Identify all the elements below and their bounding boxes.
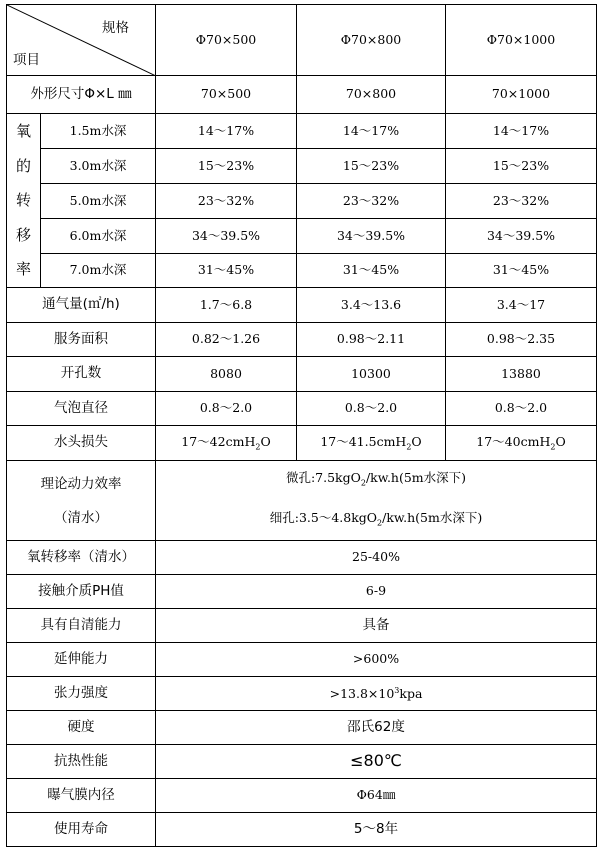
head-loss-label: 水头损失 (7, 426, 156, 461)
head-loss-num: 17～41.5cmH (320, 433, 407, 449)
oxygen-value: 23～32% (446, 184, 597, 219)
size-value-2: 70×800 (297, 76, 446, 114)
service-area-value-2: 0.98～2.11 (297, 323, 446, 357)
head-loss-num: 17～40cmH (476, 433, 551, 449)
oxygen-value: 34～39.5% (297, 219, 446, 254)
oxygen-value: 34～39.5% (446, 219, 597, 254)
self-clean-value: 具备 (156, 609, 597, 643)
elongation-value: >600% (156, 643, 597, 677)
efficiency-line1 (156, 461, 596, 501)
oxygen-value: 15～23% (156, 149, 297, 184)
size-value-1: 70×500 (156, 76, 297, 114)
depth-label: 6.0m水深 (41, 219, 156, 254)
service-area-value-3: 0.98～2.35 (446, 323, 597, 357)
efficiency-line1-sub: 2 (360, 478, 366, 488)
tensile-strength-value (156, 677, 597, 711)
oxygen-transfer-clean-label: 氧转移率（清水） (7, 541, 156, 575)
hole-count-value-3: 13880 (446, 357, 597, 392)
oxygen-value: 15～23% (297, 149, 446, 184)
ph-value: 6-9 (156, 575, 597, 609)
membrane-diameter-label: 曝气膜内径 (7, 779, 156, 813)
size-label: 外形尺寸Φ×L ㎜ (7, 76, 156, 114)
elongation-label: 延伸能力 (7, 643, 156, 677)
ph-label: 接触介质PH值 (7, 575, 156, 609)
heat-resistance-label: 抗热性能 (7, 745, 156, 779)
head-loss-value-2 (297, 426, 446, 461)
efficiency-line2-pre: 细孔:3.5～4.8kgO (269, 509, 378, 525)
head-loss-sub: 2 (255, 442, 261, 452)
bubble-diameter-value-1: 0.8～2.0 (156, 392, 297, 426)
tensile-strength-label: 张力强度 (7, 677, 156, 711)
header-corner-cell (7, 5, 156, 76)
oxygen-value: 31～45% (446, 254, 597, 288)
tension-sup: 3 (394, 685, 400, 695)
oxygen-value: 34～39.5% (156, 219, 297, 254)
oxygen-value: 14～17% (446, 114, 597, 149)
efficiency-line1-post: /kw.h(5m水深下) (365, 470, 467, 485)
model-header-2: Φ70×800 (297, 5, 446, 76)
airflow-value-1: 1.7～6.8 (156, 288, 297, 323)
oxygen-value: 23～32% (297, 184, 446, 219)
head-loss-tail: O (411, 433, 422, 449)
oxygen-value: 14～17% (156, 114, 297, 149)
head-loss-tail: O (555, 433, 566, 449)
oxygen-value: 31～45% (297, 254, 446, 288)
service-life-value: 5～8年 (156, 813, 597, 847)
efficiency-value (156, 461, 597, 541)
head-loss-value-1 (156, 426, 297, 461)
service-life-label: 使用寿命 (7, 813, 156, 847)
efficiency-line2 (156, 501, 596, 541)
bubble-diameter-value-3: 0.8～2.0 (446, 392, 597, 426)
hardness-value: 邵氏62度 (156, 711, 597, 745)
hole-count-value-2: 10300 (297, 357, 446, 392)
head-loss-tail: O (260, 433, 271, 449)
oxygen-group-char: 氧 (15, 122, 31, 141)
efficiency-line2-sub: 2 (377, 518, 383, 527)
spec-table (6, 4, 597, 847)
heat-resistance-value: ≤80℃ (156, 745, 597, 779)
depth-label: 3.0m水深 (41, 149, 156, 184)
hole-count-label: 开孔数 (7, 357, 156, 392)
efficiency-label-line1: 理论动力效率 (40, 475, 122, 492)
oxygen-group-char: 移 (15, 225, 31, 244)
oxygen-value: 15～23% (446, 149, 597, 184)
efficiency-label-line2: （清水） (54, 509, 108, 526)
model-header-3: Φ70×1000 (446, 5, 597, 76)
header-item-label: 项目 (13, 52, 40, 69)
self-clean-label: 具有自清能力 (7, 609, 156, 643)
service-area-value-1: 0.82～1.26 (156, 323, 297, 357)
tension-pre: >13.8×10 (329, 685, 395, 701)
efficiency-line2-post: /kw.h(5m水深下) (382, 509, 483, 525)
airflow-value-3: 3.4～17 (446, 288, 597, 323)
size-value-3: 70×1000 (446, 76, 597, 114)
airflow-label: 通气量(㎡/h) (7, 288, 156, 323)
depth-label: 1.5m水深 (41, 114, 156, 149)
oxygen-value: 14～17% (297, 114, 446, 149)
membrane-diameter-value: Φ64㎜ (156, 779, 597, 813)
oxygen-group-char: 转 (15, 191, 31, 210)
bubble-diameter-label: 气泡直径 (7, 392, 156, 426)
hole-count-value-1: 8080 (156, 357, 297, 392)
head-loss-sub: 2 (550, 442, 556, 452)
tension-post: kpa (399, 685, 423, 701)
oxygen-group-label (7, 114, 41, 288)
oxygen-value: 31～45% (156, 254, 297, 288)
bubble-diameter-value-2: 0.8～2.0 (297, 392, 446, 426)
head-loss-value-3 (446, 426, 597, 461)
oxygen-value: 23～32% (156, 184, 297, 219)
head-loss-num: 17～42cmH (181, 433, 256, 449)
oxygen-transfer-clean-value: 25-40% (156, 541, 597, 575)
efficiency-label (7, 461, 156, 541)
header-spec-label: 规格 (102, 20, 129, 36)
service-area-label: 服务面积 (7, 323, 156, 357)
efficiency-line1-pre: 微孔:7.5kgO (285, 470, 361, 485)
depth-label: 5.0m水深 (41, 184, 156, 219)
model-header-1: Φ70×500 (156, 5, 297, 76)
head-loss-sub: 2 (406, 442, 412, 452)
hardness-label: 硬度 (7, 711, 156, 745)
oxygen-group-char: 的 (15, 156, 31, 175)
depth-label: 7.0m水深 (41, 254, 156, 288)
airflow-value-2: 3.4～13.6 (297, 288, 446, 323)
oxygen-group-char: 率 (15, 260, 31, 279)
